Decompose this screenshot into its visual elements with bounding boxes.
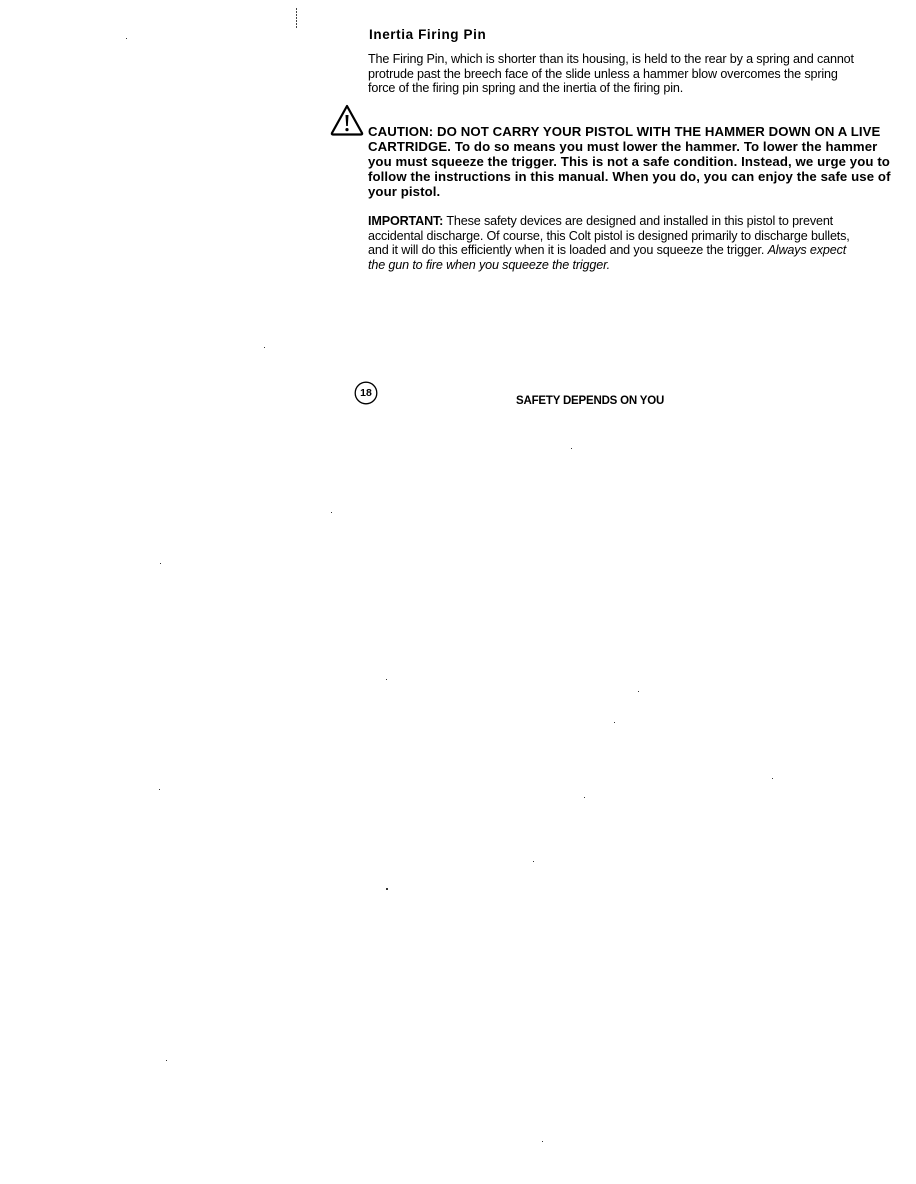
important-text: These safety devices are designed and installed in this pistol to prevent accidental discharge. Of course, this Colt pistol is designed primarily to discharge bullets, and it will do this efficiently when it is loaded and you squeeze the trigger. [368,214,850,258]
scan-speck [159,789,160,790]
page-number: 18 [360,387,372,399]
scan-speck [386,888,388,890]
scan-speck [638,691,639,692]
scan-speck [584,797,585,798]
important-paragraph [368,214,864,272]
scan-mark [295,8,298,28]
scan-speck [542,1141,543,1142]
scan-speck [614,722,615,723]
firing-pin-paragraph: The Firing Pin, which is shorter than its housing, is held to the rear by a spring and cannot protrude past the breech face of the slide unless a hammer blow overcomes the spring force of the firing pin spring and the inertia of the firing pin. [368,52,854,96]
scan-speck [160,563,161,564]
caution-notice: CAUTION: DO NOT CARRY YOUR PISTOL WITH THE HAMMER DOWN ON A LIVE CARTRIDGE. To do so means you must lower the hammer. To lower the hammer you must squeeze the trigger. This is not a safe condition. Instead, we urge you to follow the instructions in this manual. When you do, you can enjoy the safe use of your pistol. [368,124,891,200]
scan-speck [386,679,387,680]
important-label: IMPORTANT: [368,214,444,228]
scan-speck [571,448,572,449]
footer-title: SAFETY DEPENDS ON YOU [516,395,665,407]
scan-speck [533,861,534,862]
scan-speck [331,512,332,513]
scan-speck [264,347,265,348]
important-emphasis: Always expect the gun to fire when you squeeze the trigger. [368,243,847,272]
warning-triangle-icon [330,104,364,136]
section-heading: Inertia Firing Pin [369,27,487,42]
scan-speck [772,778,773,779]
scan-speck [126,38,127,39]
scan-speck [166,1060,167,1061]
